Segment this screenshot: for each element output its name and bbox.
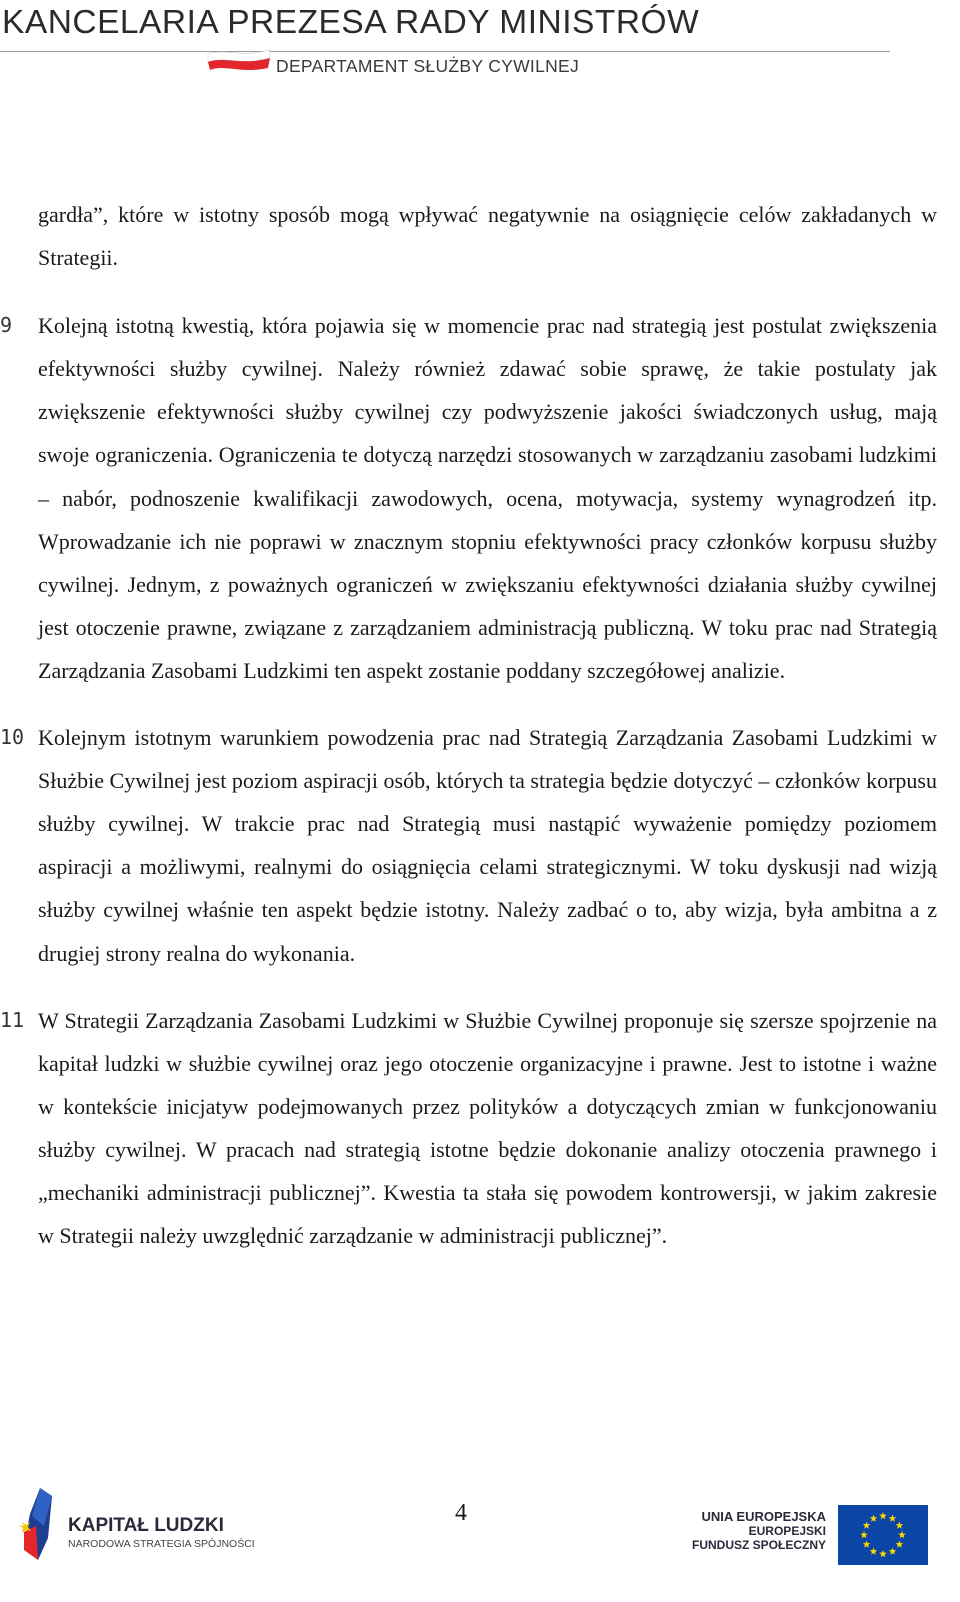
paragraph-text: Kolejnym istotnym warunkiem powodzenia prac nad Strategią Zarządzania Zasobami Ludzkimi w Służbie Cywilnej jest poziom aspiracji osób, których ta strategia będzie dotyczyć – członków korpusu służby cywilnej. W trakcie prac nad Strategią musi nastąpić wyważenie pomiędzy poziomem aspiracji a możliwymi, realnymi do osiągnięcia celami strategicznymi. W toku dyskusji nad wizją służby cywilnej właśnie ten aspekt będzie istotny. Należy zadbać o to, aby wizja, była ambitna a z drugiej strony realna do wykonania. — [38, 725, 937, 966]
paragraph-9 — [0, 304, 937, 692]
eu-label-line2: EUROPEJSKI — [748, 1524, 826, 1538]
eu-flag-icon — [838, 1505, 928, 1565]
paragraph-number: 10 — [0, 725, 25, 750]
kapital-ludzki-subtitle: NARODOWA STRATEGIA SPÓJNOŚCI — [68, 1538, 255, 1550]
ministry-title: KANCELARIA PREZESA RADY MINISTRÓW — [2, 4, 700, 41]
eu-label — [692, 1510, 826, 1552]
polish-flag-logo — [206, 46, 272, 74]
continuation-paragraph: gardła”, które w istotny sposób mogą wpływać negatywnie na osiągnięcie celów zakładanych w Strategii. — [38, 202, 937, 271]
paragraph-number: 9 — [0, 313, 13, 338]
header-divider — [0, 51, 890, 52]
page-number: 4 — [455, 1500, 467, 1526]
document-body — [0, 193, 937, 1257]
kapital-ludzki-logo-icon — [18, 1486, 68, 1562]
eu-label-line3: FUNDUSZ SPOŁECZNY — [691, 1538, 826, 1552]
paragraph-11 — [0, 999, 937, 1258]
paragraph-number: 11 — [0, 1007, 25, 1032]
paragraph-text: Kolejną istotną kwestią, która pojawia się w momencie prac nad strategią jest postulat zwiększenia efektywności służby cywilnej. Należy również zdawać sobie sprawę, że takie postulaty jak zwiększenie efektywności służby cywilnej czy podwyższenie jakości świadczonych usług, mają swoje ograniczenia. Ograniczenia te dotyczą narzędzi stosowanych w zarządzaniu zasobami ludzkimi – nabór, podnoszenie kwalifikacji zawodowych, ocena, motywacja, systemy wynagrodzeń itp. Wprowadzanie ich nie poprawi w znacznym stopniu efektywności pracy członków korpusu służby cywilnej. Jednym, z poważnych ograniczeń w zwiększaniu efektywności działania służby cywilnej jest otoczenie prawne, związane z zarządzaniem administracją publiczną. W toku prac nad Strategią Zarządzania Zasobami Ludzkimi ten aspekt zostanie poddany szczegółowej analizie. — [38, 313, 937, 683]
department-name: DEPARTAMENT SŁUŻBY CYWILNEJ — [276, 56, 580, 76]
kapital-ludzki-title: KAPITAŁ LUDZKI — [68, 1515, 224, 1536]
paragraph-text: W Strategii Zarządzania Zasobami Ludzkimi w Służbie Cywilnej proponuje się szersze spojrzenie na kapitał ludzki w służbie cywilnej oraz jego otoczenie organizacyjne i prawne. Jest to istotne i ważne w kontekście inicjatyw podejmowanych przez polityków a dotyczących zmian w funkcjonowaniu służby cywilnej. W pracach nad strategią istotne będzie dokonanie analizy otoczenia prawnego i „mechaniki administracji publicznej”. Kwestia ta stała się powodem kontrowersji, w jakim zakresie w Strategii należy uwzględnić zarządzanie w administracji publicznej”. — [38, 1007, 937, 1249]
paragraph-10 — [0, 716, 937, 975]
eu-label-line1: UNIA EUROPEJSKA — [701, 1509, 826, 1524]
